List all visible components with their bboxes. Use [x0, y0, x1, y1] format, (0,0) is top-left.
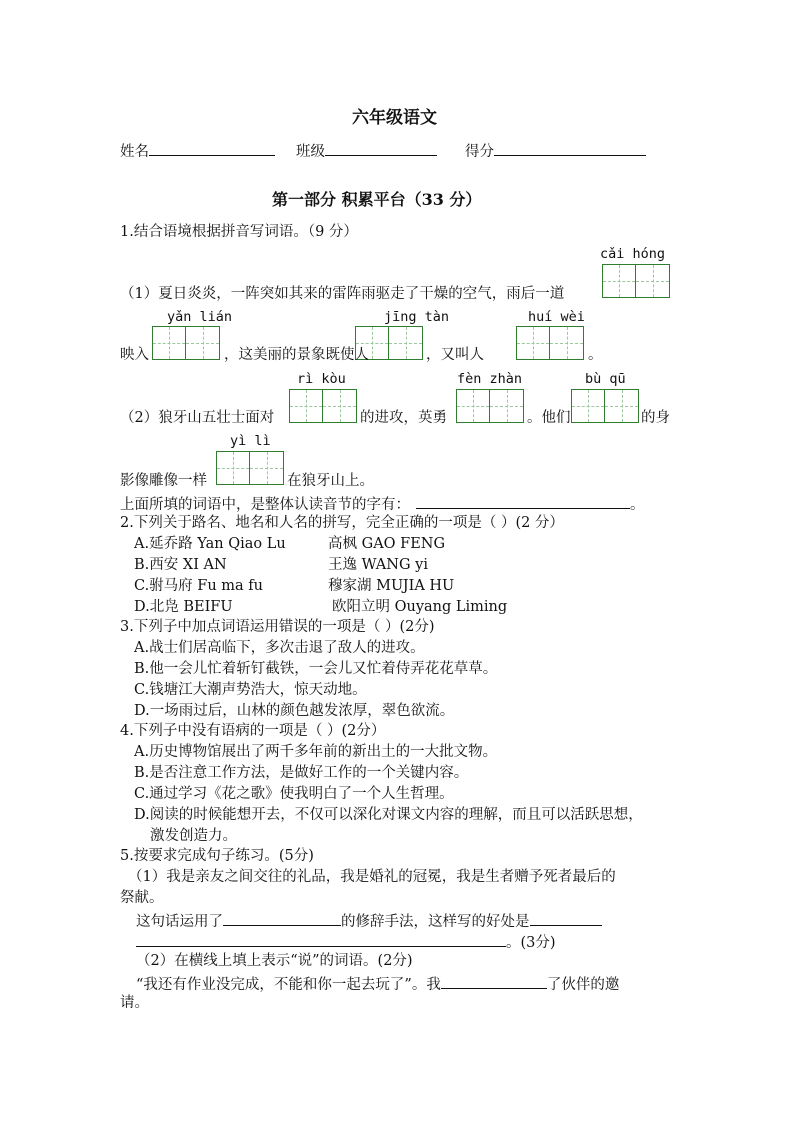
q2-option-a: A.延乔路 Yan Qiao Lu [134, 536, 286, 552]
score-field-row [465, 139, 646, 162]
q1-followup-text: 上面所填的词语中，是整体认读音节的字有： [120, 497, 410, 513]
q2-option-c: C.驸马府 Fu ma fu [134, 578, 264, 594]
q1-p2-text-a: （2）狼牙山五壮士面对 [120, 410, 275, 426]
q2-stem: 2.下列关于路名、地名和人名的拼写，完全正确的一项是（ ）(2 分） [120, 515, 564, 531]
q5-benefit-line-2[interactable] [136, 930, 506, 947]
q4-option-c: C.通过学习《花之歌》使我明白了一个人生哲理。 [134, 786, 454, 802]
q5-s1-score: 。(3分) [506, 935, 556, 951]
q1-followup [120, 492, 645, 515]
q5-s2-row [136, 972, 619, 995]
q3-option-c: C.钱塘江大潮声势浩大，惊天动地。 [134, 682, 367, 698]
q3-option-a: A.战士们居高临下，多次击退了敌人的进攻。 [134, 640, 425, 656]
q5-s1-question-b: 的修辞手法，这样写的好处是 [341, 914, 530, 930]
q5-benefit-line[interactable] [530, 909, 602, 926]
q1-followup-line[interactable] [416, 492, 630, 509]
q4-option-a: A.历史博物馆展出了两千多年前的新出土的一大批文物。 [134, 744, 498, 760]
q1-p2-text-c: 。他们 [527, 410, 571, 426]
pinyin-buqu: bù qū [585, 371, 626, 387]
q2-option-d: D.北凫 BEIFU [134, 599, 233, 615]
pinyin-yili: yì lì [230, 433, 271, 449]
answer-grid-caihong[interactable] [602, 264, 670, 298]
pinyin-yanlian: yǎn lián [167, 309, 233, 325]
q5-s2-stem: （2）在横线上填上表示“说”的词语。(2分) [136, 953, 413, 969]
name-input-line[interactable] [149, 139, 275, 156]
answer-grid-yanlian[interactable] [152, 326, 220, 360]
answer-grid-rikou[interactable] [289, 389, 357, 423]
page-title: 六年级语文 [352, 108, 437, 128]
answer-grid-buqu[interactable] [571, 389, 639, 423]
name-field-row [120, 139, 275, 162]
q2-option-b: B.西安 XI AN [134, 557, 227, 573]
q5-s2-text-a: “我还有作业没完成，不能和你一起去玩了”。我 [136, 977, 441, 993]
q5-stem: 5.按要求完成句子练习。(5分) [120, 848, 314, 864]
q3-stem: 3.下列子中加点词语运用错误的一项是（ ）(2分) [120, 619, 435, 635]
answer-grid-fenzhan[interactable] [456, 389, 524, 423]
q5-s1-line1: （1）我是亲友之间交往的礼品，我是婚礼的冠冕，我是生者赠予死者最后的 [128, 869, 616, 885]
score-input-line[interactable] [494, 139, 646, 156]
q5-rhetoric-line[interactable] [223, 909, 341, 926]
pinyin-rikou: rì kòu [297, 371, 346, 387]
q5-s1-question [136, 909, 602, 932]
q1-p2-text-b: 的进攻，英勇 [360, 410, 447, 426]
section-title: 第一部分 积累平台（33 分） [272, 190, 482, 209]
q3-option-b: B.他一会儿忙着斩钉截铁，一会儿又忙着侍弄花花草草。 [134, 661, 498, 677]
q5-s1-line2: 祭献。 [120, 890, 164, 906]
q1-p1-text-c: ，这美丽的景象既使人 [224, 347, 369, 363]
q2-option-b-2: 王逸 WANG yi [328, 557, 428, 573]
class-field-row [296, 139, 437, 162]
q1-p2-text-d: 的身 [641, 410, 670, 426]
answer-grid-huiwei[interactable] [516, 326, 584, 360]
q5-s2-text-c: 请。 [120, 995, 149, 1011]
q1-p1-text-d: ，又叫人 [426, 347, 484, 363]
q5-s1-question-a: 这句话运用了 [136, 914, 223, 930]
q1-followup-end: 。 [630, 497, 645, 513]
answer-grid-yili[interactable] [216, 451, 284, 485]
class-input-line[interactable] [325, 139, 437, 156]
q2-option-a-2: 高枫 GAO FENG [328, 536, 446, 552]
q1-p1-text-e: 。 [588, 347, 603, 363]
q1-p1-text-a: （1）夏日炎炎，一阵突如其来的雷阵雨驱走了干燥的空气，雨后一道 [120, 286, 565, 302]
pinyin-jingtan: jīng tàn [384, 309, 450, 325]
q5-say-word-line[interactable] [441, 972, 547, 989]
pinyin-fenzhan: fèn zhàn [457, 371, 523, 387]
q1-p2-text-f: 在狼牙山上。 [287, 473, 374, 489]
q2-option-d-2: 欧阳立明 Ouyang Liming [332, 599, 508, 615]
name-label: 姓名 [120, 144, 149, 160]
q5-s1-answer-row [136, 930, 556, 953]
q5-s2-text-b: 了伙伴的邀 [546, 977, 620, 993]
q2-option-c-2: 穆家湖 MUJIA HU [328, 578, 455, 594]
score-label: 得分 [465, 144, 494, 160]
pinyin-huiwei: huí wèi [528, 309, 585, 325]
q3-option-d: D.一场雨过后，山林的颜色越发浓厚，翠色欲流。 [134, 703, 455, 719]
q4-option-d-cont: 激发创造力。 [150, 828, 237, 844]
q4-option-d: D.阅读的时候能想开去，不仅可以深化对课文内容的理解，而且可以活跃思想， [134, 807, 643, 823]
q1-stem: 1.结合语境根据拼音写词语。（9 分） [120, 224, 358, 240]
q1-p2-text-e: 影像雕像一样 [120, 473, 207, 489]
class-label: 班级 [296, 144, 325, 160]
q1-p1-text-b: 映入 [120, 347, 149, 363]
pinyin-caihong: cǎi hóng [600, 246, 666, 262]
q4-stem: 4.下列子中没有语病的一项是（ ）(2分） [120, 723, 386, 739]
q4-option-b: B.是否注意工作方法，是做好工作的一个关键内容。 [134, 765, 469, 781]
